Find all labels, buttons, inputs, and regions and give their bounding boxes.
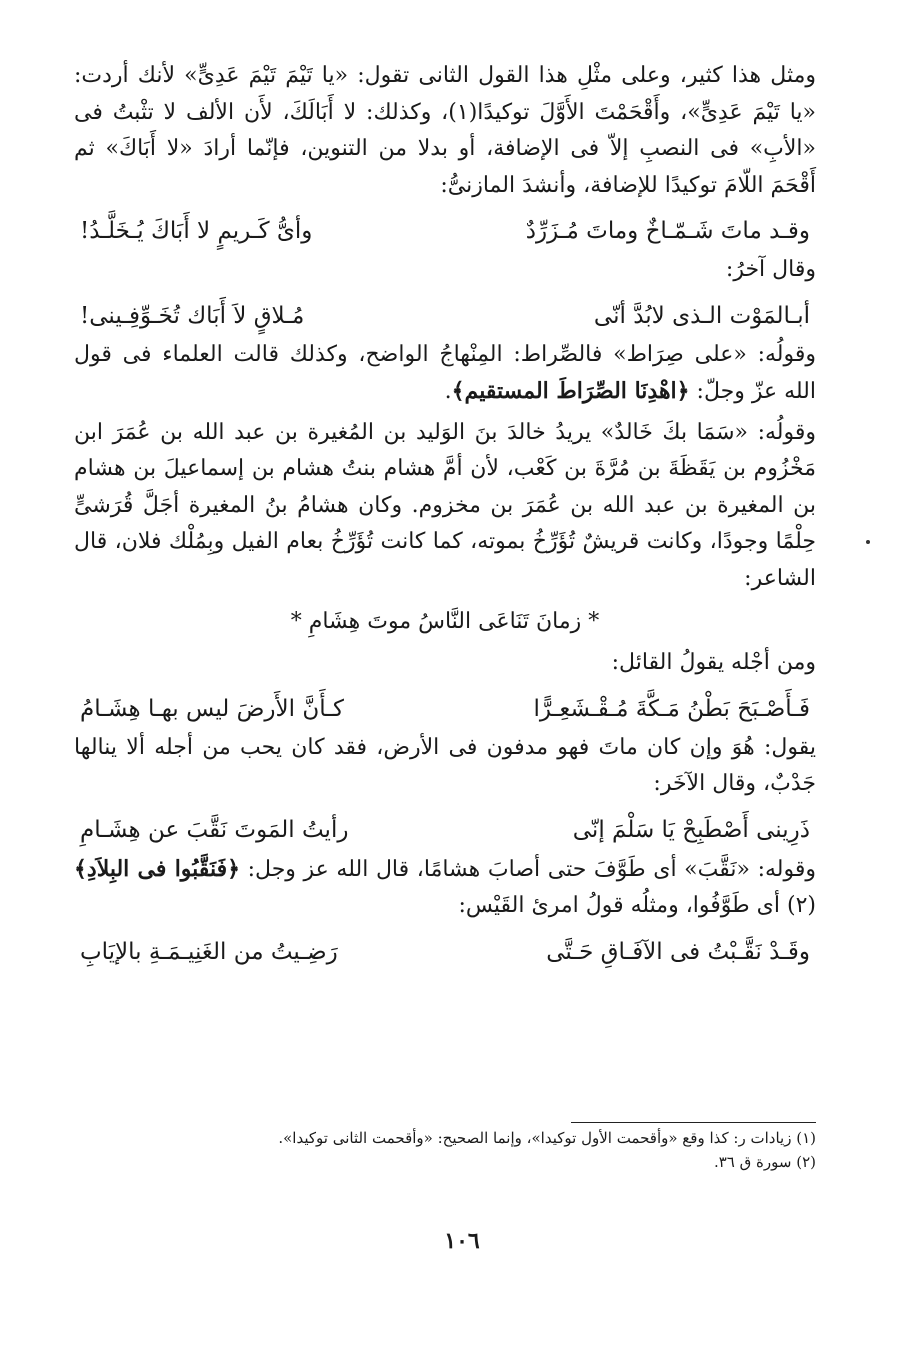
verse-line-3: * زمانَ تَنَاعَى النَّاسُ موتَ هِشَامِ *	[290, 609, 600, 634]
verse-line-4	[74, 682, 816, 730]
footnote-1: (١) زيادات ر: كذا وقع «وأقحمت الأول توكيدا»، وإنما الصحيح: «وأقحمت الثانى توكيدا».	[278, 1129, 816, 1147]
verse-5-second-hemistich: رأيتُ المَوتَ نَقَّبَ عن هِشَـامِ	[80, 816, 349, 843]
quran-quote-1: ﴿اهْدِنَا الصِّرَاطَ المستقيم﴾	[451, 378, 690, 404]
paragraph-6: يقول: هُوَ وإن كان ماتَ فهو مدفون فى الأرض، فقد كان يحب من أجله ألا ينالها جَدْبٌ، وقال الآخَر:	[74, 734, 816, 796]
verse-2-second-hemistich: مُـلاقٍ لاَ أَبَاك تُخَـوِّفِـينى!	[80, 302, 305, 329]
verse-4-second-hemistich: كـأَنَّ الأَرضَ ليس بهـا هِشَـامُ	[80, 695, 344, 722]
verse-6-second-hemistich: رَضِـيتُ من الغَنِيـمَـةِ بالإيَابِ	[80, 938, 338, 965]
paragraph-7	[74, 851, 816, 925]
paragraph-1: ومثل هذا كثير، وعلى مثْلِ هذا القول الثانى تقول: «يا تَيْمَ تَيْمَ عَدِىٍّ» لأنك أردت: «يا تَيْمَ عَدِىٍّ»، وأَقْحَمْتَ الأَوَّلَ توكيدًا(١)، وكذلك: لا أَبَالَكَ، لأَن الألف لا تثْبتُ فى «الأبِ» فى النصبِ إلاّ فى الإضافة، أو بدلا من التنوين، فإنّما أرادَ «لا أَبَاكَ» ثم أَقْحَمَ اللّامَ توكيدًا للإضافة، وأنشدَ المازنىُّ:	[74, 63, 816, 198]
verse-6-first-hemistich: وقَـدْ نَقَّـبْتُ فى الآفَـاقِ حَـتَّى	[546, 938, 810, 965]
verse-2-first-hemistich: أبـالمَوْت الـذى لابُدَّ أنّى	[593, 302, 810, 329]
verse-line-1	[74, 204, 816, 252]
verse-1-first-hemistich: وقـد ماتَ شَـمّـاخٌ وماتَ مُـزَرِّدٌ	[525, 218, 810, 244]
paragraph-5: ومن أجْله يقولُ القائل:	[611, 650, 816, 675]
page-number: ١٠٦	[444, 1228, 480, 1254]
paragraph-3-text: وقولُه: «على صِرَاط» فالصِّراط: المِنْهاجُ الواضح، وكذلك قالت العلماء فى قول الله عزّ وجلّ:	[74, 341, 816, 404]
verse-line-5	[74, 803, 816, 851]
verse-4-first-hemistich: فَـأَصْـبَحَ بَطْنُ مَـكَّةَ مُـقْـشَعِـرًّا	[533, 695, 810, 722]
paragraph-2: وقال آخرُ:	[725, 257, 816, 282]
paragraph-7-rest: (٢) أى طَوَّفُوا، ومثلُه قولُ امرئ القَيْس:	[458, 893, 816, 918]
verse-1-second-hemistich: وأىُّ كَـريمٍ لا أَبَاكَ يُـخَلَّـدُ!	[80, 218, 313, 244]
margin-dot	[866, 540, 870, 544]
footnote-2: (٢) سورة ق ٣٦.	[713, 1153, 816, 1171]
quran-quote-2: ﴿فَنَقَّبُوا فى البِلاَدِ﴾	[74, 855, 240, 882]
paragraph-4: وقولُه: «سَمَا بكَ خَالدٌ» يريدُ خالدَ بنَ الوَليد بن المُغيرة بن عبد الله بن عُمَرَ ابن مَخْزُوم بن يَقَظَةَ بن مُرَّةَ بن كَعْب، لأن أمَّ هشام بنتُ هشام بن إسماعيلَ بن هشام بن المغيرة بن عبد الله بن عُمَرَ بن مخزوم. وكان هشامُ بنُ المغيرة أجَلَّ قُرَشىٍّ حِلْمًا وجودًا، وكانت قريشٌ تُؤَرِّخُ بموته، كما كانت تُؤَرِّخُ بعام الفيل وبِمُلْك فلان، قال الشاعر:	[74, 419, 816, 591]
verse-line-6	[74, 925, 816, 973]
paragraph-7-text: وقوله: «نَقَّبَ» أى طَوَّفَ حتى أصابَ هشامًا، قال الله عز وجل:	[247, 856, 816, 882]
footnotes	[74, 1126, 816, 1174]
footnote-separator	[571, 1122, 816, 1123]
verse-5-first-hemistich: ذَرِينى أَصْطَبِحْ يَا سَلْمَ إنّى	[572, 816, 810, 843]
paragraph-3: وقولُه: «على صِرَاط» فالصِّراط: المِنْهاجُ الواضح، وكذلك قالت العلماء فى قول الله عزّ وجلّ: ﴿اهْدِنَا الصِّرَاطَ المستقيم﴾.	[74, 341, 816, 404]
verse-line-2	[74, 289, 816, 337]
